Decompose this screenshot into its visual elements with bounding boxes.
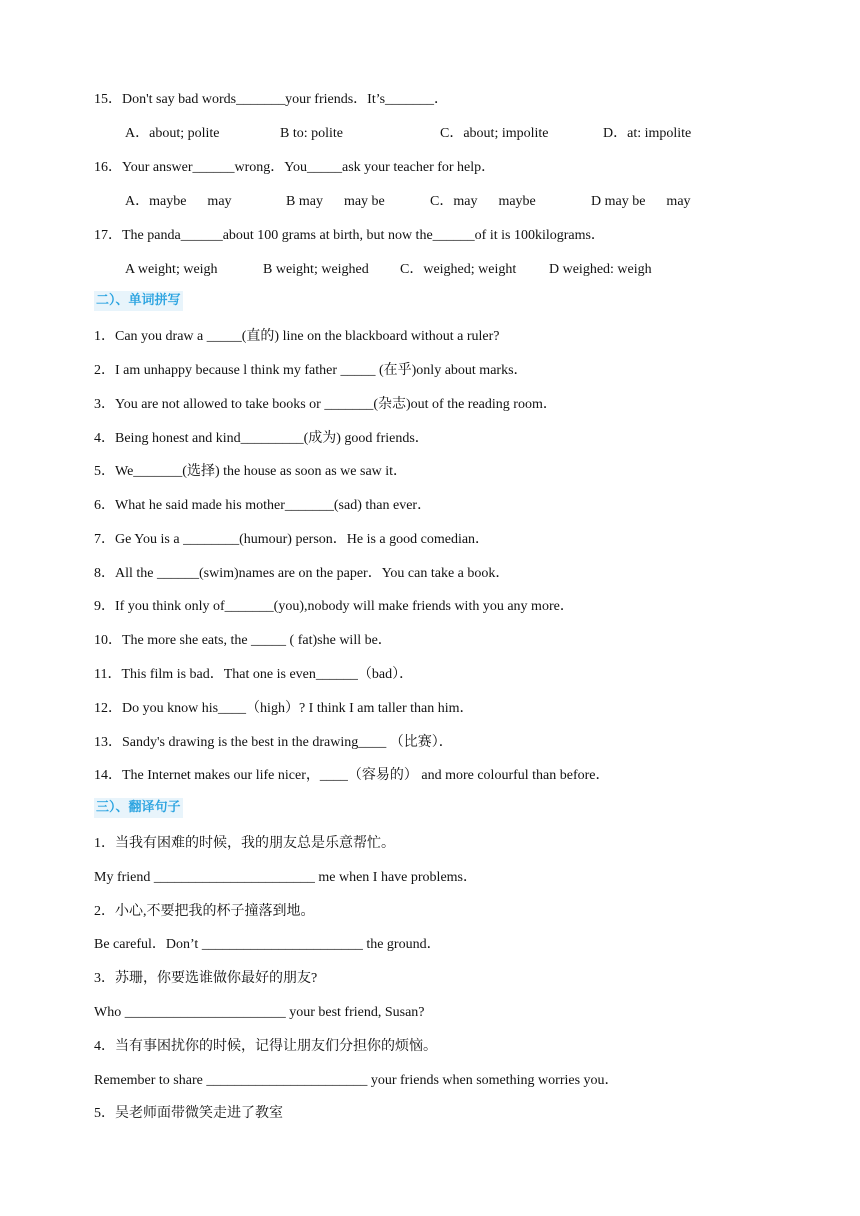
translation-answer-line: Who _______________________ your best friend, Susan?: [94, 1005, 425, 1020]
question-17-option-d: D weighed: weigh: [549, 262, 652, 277]
question-15-stem: 15．Don't say bad words_______your friends．It’s_______．: [94, 92, 449, 107]
question-15-option-c: C．about; impolite: [440, 126, 549, 141]
question-16-option-a: A．maybe may: [125, 194, 232, 209]
translation-answer-line: Be careful．Don’t _______________________ the ground．: [94, 937, 441, 952]
question-16-option-d: D may be may: [591, 194, 691, 209]
question-17-option-c: C．weighed; weight: [400, 262, 517, 277]
question-16-stem: 16．Your answer______wrong．You_____ask your teacher for help．: [94, 160, 496, 175]
spelling-item: 13．Sandy's drawing is the best in the drawing____ （比赛）．: [94, 735, 453, 750]
question-16-option-c: C．may maybe: [430, 194, 536, 209]
question-15-option-a: A．about; polite: [125, 126, 220, 141]
spelling-item: 8．All the ______(swim)names are on the paper．You can take a book．: [94, 566, 510, 581]
translation-prompt: 5．吴老师面带微笑走进了教室: [94, 1106, 283, 1121]
spelling-item: 4．Being honest and kind_________(成为) good friends．: [94, 431, 429, 446]
translation-prompt: 3．苏珊，你要选谁做你最好的朋友?: [94, 971, 318, 986]
translation-prompt: 4．当有事困扰你的时候，记得让朋友们分担你的烦恼。: [94, 1039, 437, 1054]
spelling-item: 9．If you think only of_______(you),nobody will make friends with you any more．: [94, 599, 574, 614]
translation-answer-line: My friend _______________________ me when I have problems．: [94, 870, 477, 885]
question-17-option-b: B weight; weighed: [263, 262, 369, 277]
spelling-item: 12．Do you know his____（high）? I think I am taller than him．: [94, 701, 474, 716]
question-15-option-d: D．at: impolite: [603, 126, 692, 141]
spelling-item: 11．This film is bad．That one is even______（bad）．: [94, 667, 414, 682]
translation-prompt: 1．当我有困难的时候，我的朋友总是乐意帮忙。: [94, 836, 395, 851]
question-15-option-b: B to: polite: [280, 126, 343, 141]
spelling-item: 5．We_______(选择) the house as soon as we saw it．: [94, 464, 408, 479]
spelling-item: 10．The more she eats, the _____ ( fat)she will be．: [94, 633, 392, 648]
spelling-item: 6．What he said made his mother_______(sad) than ever．: [94, 498, 432, 513]
spelling-item: 3．You are not allowed to take books or _______(杂志)out of the reading room．: [94, 397, 557, 412]
section-heading-word-spelling: 二）、单词拼写: [94, 291, 183, 311]
spelling-item: 1．Can you draw a _____(直的) line on the blackboard without a ruler?: [94, 329, 500, 344]
question-17-option-a: A weight; weigh: [125, 262, 218, 277]
section-heading-sentence-translation: 三）、翻译句子: [94, 798, 183, 818]
translation-answer-line: Remember to share _______________________ your friends when something worries you．: [94, 1073, 619, 1088]
question-17-stem: 17．The panda______about 100 grams at birth, but now the______of it is 100kilograms．: [94, 228, 605, 243]
spelling-item: 2．I am unhappy because l think my father _____ (在乎)only about marks．: [94, 363, 528, 378]
translation-prompt: 2．小心,不要把我的杯子撞落到地。: [94, 904, 315, 919]
spelling-item: 7．Ge You is a ________(humour) person．He is a good comedian．: [94, 532, 490, 547]
question-16-option-b: B may may be: [286, 194, 385, 209]
spelling-item: 14．The Internet makes our life nicer，____（容易的） and more colourful than before．: [94, 768, 610, 783]
